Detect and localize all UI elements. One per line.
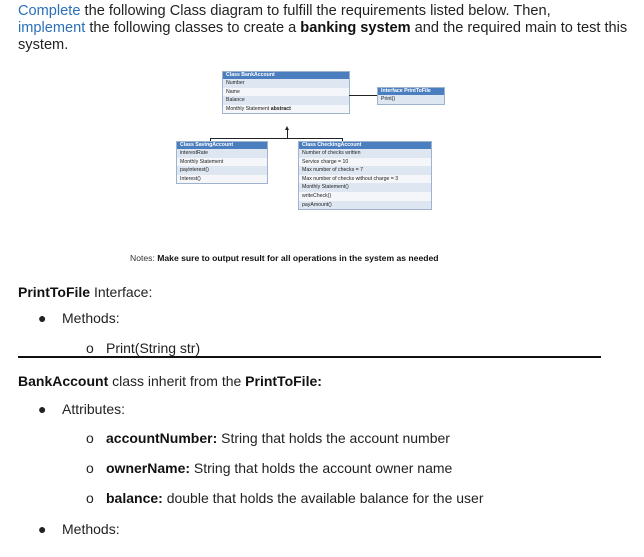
uml-checking-account — [298, 141, 432, 210]
connector-bank-to-interface — [349, 95, 377, 96]
print-to-file-methods-bullet — [38, 310, 120, 326]
uml-abstract-prefix: Monthly Statement — [226, 105, 271, 112]
uml-bank-account — [222, 71, 350, 114]
diagram-notes — [130, 253, 439, 263]
intro-complete: Complete — [18, 3, 81, 19]
bank-account-title-part3: PrintToFile: — [245, 373, 322, 389]
print-method-item — [86, 340, 201, 356]
attribute-name: balance: — [106, 490, 163, 506]
attribute-item — [86, 430, 450, 446]
connector-horizontal — [210, 138, 343, 139]
bullet-icon: ● — [38, 521, 47, 537]
uml-bank-account-row: Number — [223, 79, 349, 88]
uml-saving-account-row: Monthly Statement — [177, 158, 267, 167]
bank-account-title-part2: class inherit from the — [108, 373, 246, 389]
bullet-icon: ● — [38, 310, 47, 326]
uml-print-to-file-row: Print() — [378, 95, 444, 104]
connector-vertical — [287, 130, 288, 138]
uml-bank-account-row: Balance — [223, 96, 349, 105]
attribute-desc: double that holds the available balance for the user — [162, 490, 484, 506]
attribute-desc: String that holds the account owner name — [190, 460, 453, 476]
attribute-name: ownerName: — [106, 460, 191, 476]
print-to-file-methods-label: Methods: — [62, 310, 120, 326]
section-divider — [18, 356, 601, 358]
uml-checking-account-row: Monthly Statement() — [299, 183, 431, 192]
bank-account-methods-bullet — [38, 521, 120, 537]
intro-implement: implement — [18, 20, 86, 36]
uml-saving-account-row: payinterest() — [177, 166, 267, 175]
print-to-file-heading — [18, 284, 152, 300]
uml-saving-account — [176, 141, 268, 184]
bank-account-attributes-label: Attributes: — [62, 401, 126, 417]
bank-account-methods-label: Methods: — [62, 521, 120, 537]
attribute-item — [86, 490, 484, 506]
uml-abstract-keyword: abstract — [270, 105, 291, 112]
bank-account-heading — [18, 373, 322, 389]
intro-banking-system: banking system — [300, 20, 411, 36]
uml-print-to-file-title: Interface PrintToFile — [378, 88, 444, 95]
circle-bullet-icon: o — [86, 460, 94, 476]
intro-part1: the following Class diagram to fulfill the requirements listed below. Then, — [80, 3, 551, 19]
uml-bank-account-row: Name — [223, 88, 349, 97]
bullet-icon: ● — [38, 401, 47, 417]
uml-checking-account-row: Service charge = 10 — [299, 158, 431, 167]
uml-checking-account-row: writeCheck() — [299, 192, 431, 201]
print-to-file-title-bold: PrintToFile — [18, 284, 91, 300]
attribute-item — [86, 460, 453, 476]
print-to-file-title-rest: Interface: — [90, 284, 153, 300]
bank-account-attributes-bullet — [38, 401, 126, 417]
uml-checking-account-row: Max number of checks without charge = 3 — [299, 175, 431, 184]
circle-bullet-icon: o — [86, 490, 94, 506]
uml-checking-account-row: payAmount() — [299, 201, 431, 210]
uml-bank-account-row-abstract — [223, 105, 349, 114]
uml-print-to-file — [377, 87, 445, 105]
attribute-name: accountNumber: — [106, 430, 218, 446]
print-method-text: Print(String str) — [106, 340, 201, 356]
notes-text: Make sure to output result for all operations in the system as needed — [157, 253, 439, 263]
uml-saving-account-row: Interest() — [177, 175, 267, 184]
inheritance-arrow-icon — [285, 126, 289, 130]
intro-paragraph — [18, 3, 630, 54]
attribute-desc: String that holds the account number — [217, 430, 450, 446]
circle-bullet-icon: o — [86, 340, 94, 356]
uml-checking-account-row: Number of checks written — [299, 149, 431, 158]
uml-saving-account-title: Class SavingAccount — [177, 142, 267, 149]
uml-checking-account-row: Max number of checks = 7 — [299, 166, 431, 175]
uml-bank-account-title: Class BankAccount — [223, 72, 349, 79]
uml-checking-account-title: Class CheckingAccount — [299, 142, 431, 149]
uml-saving-account-row: interestRate — [177, 149, 267, 158]
notes-prefix: Notes: — [130, 253, 158, 263]
circle-bullet-icon: o — [86, 430, 94, 446]
intro-part3: and the required main to test this system. — [18, 20, 628, 53]
bank-account-title-part1: BankAccount — [18, 373, 109, 389]
intro-part2: the following classes to create a — [85, 20, 301, 36]
